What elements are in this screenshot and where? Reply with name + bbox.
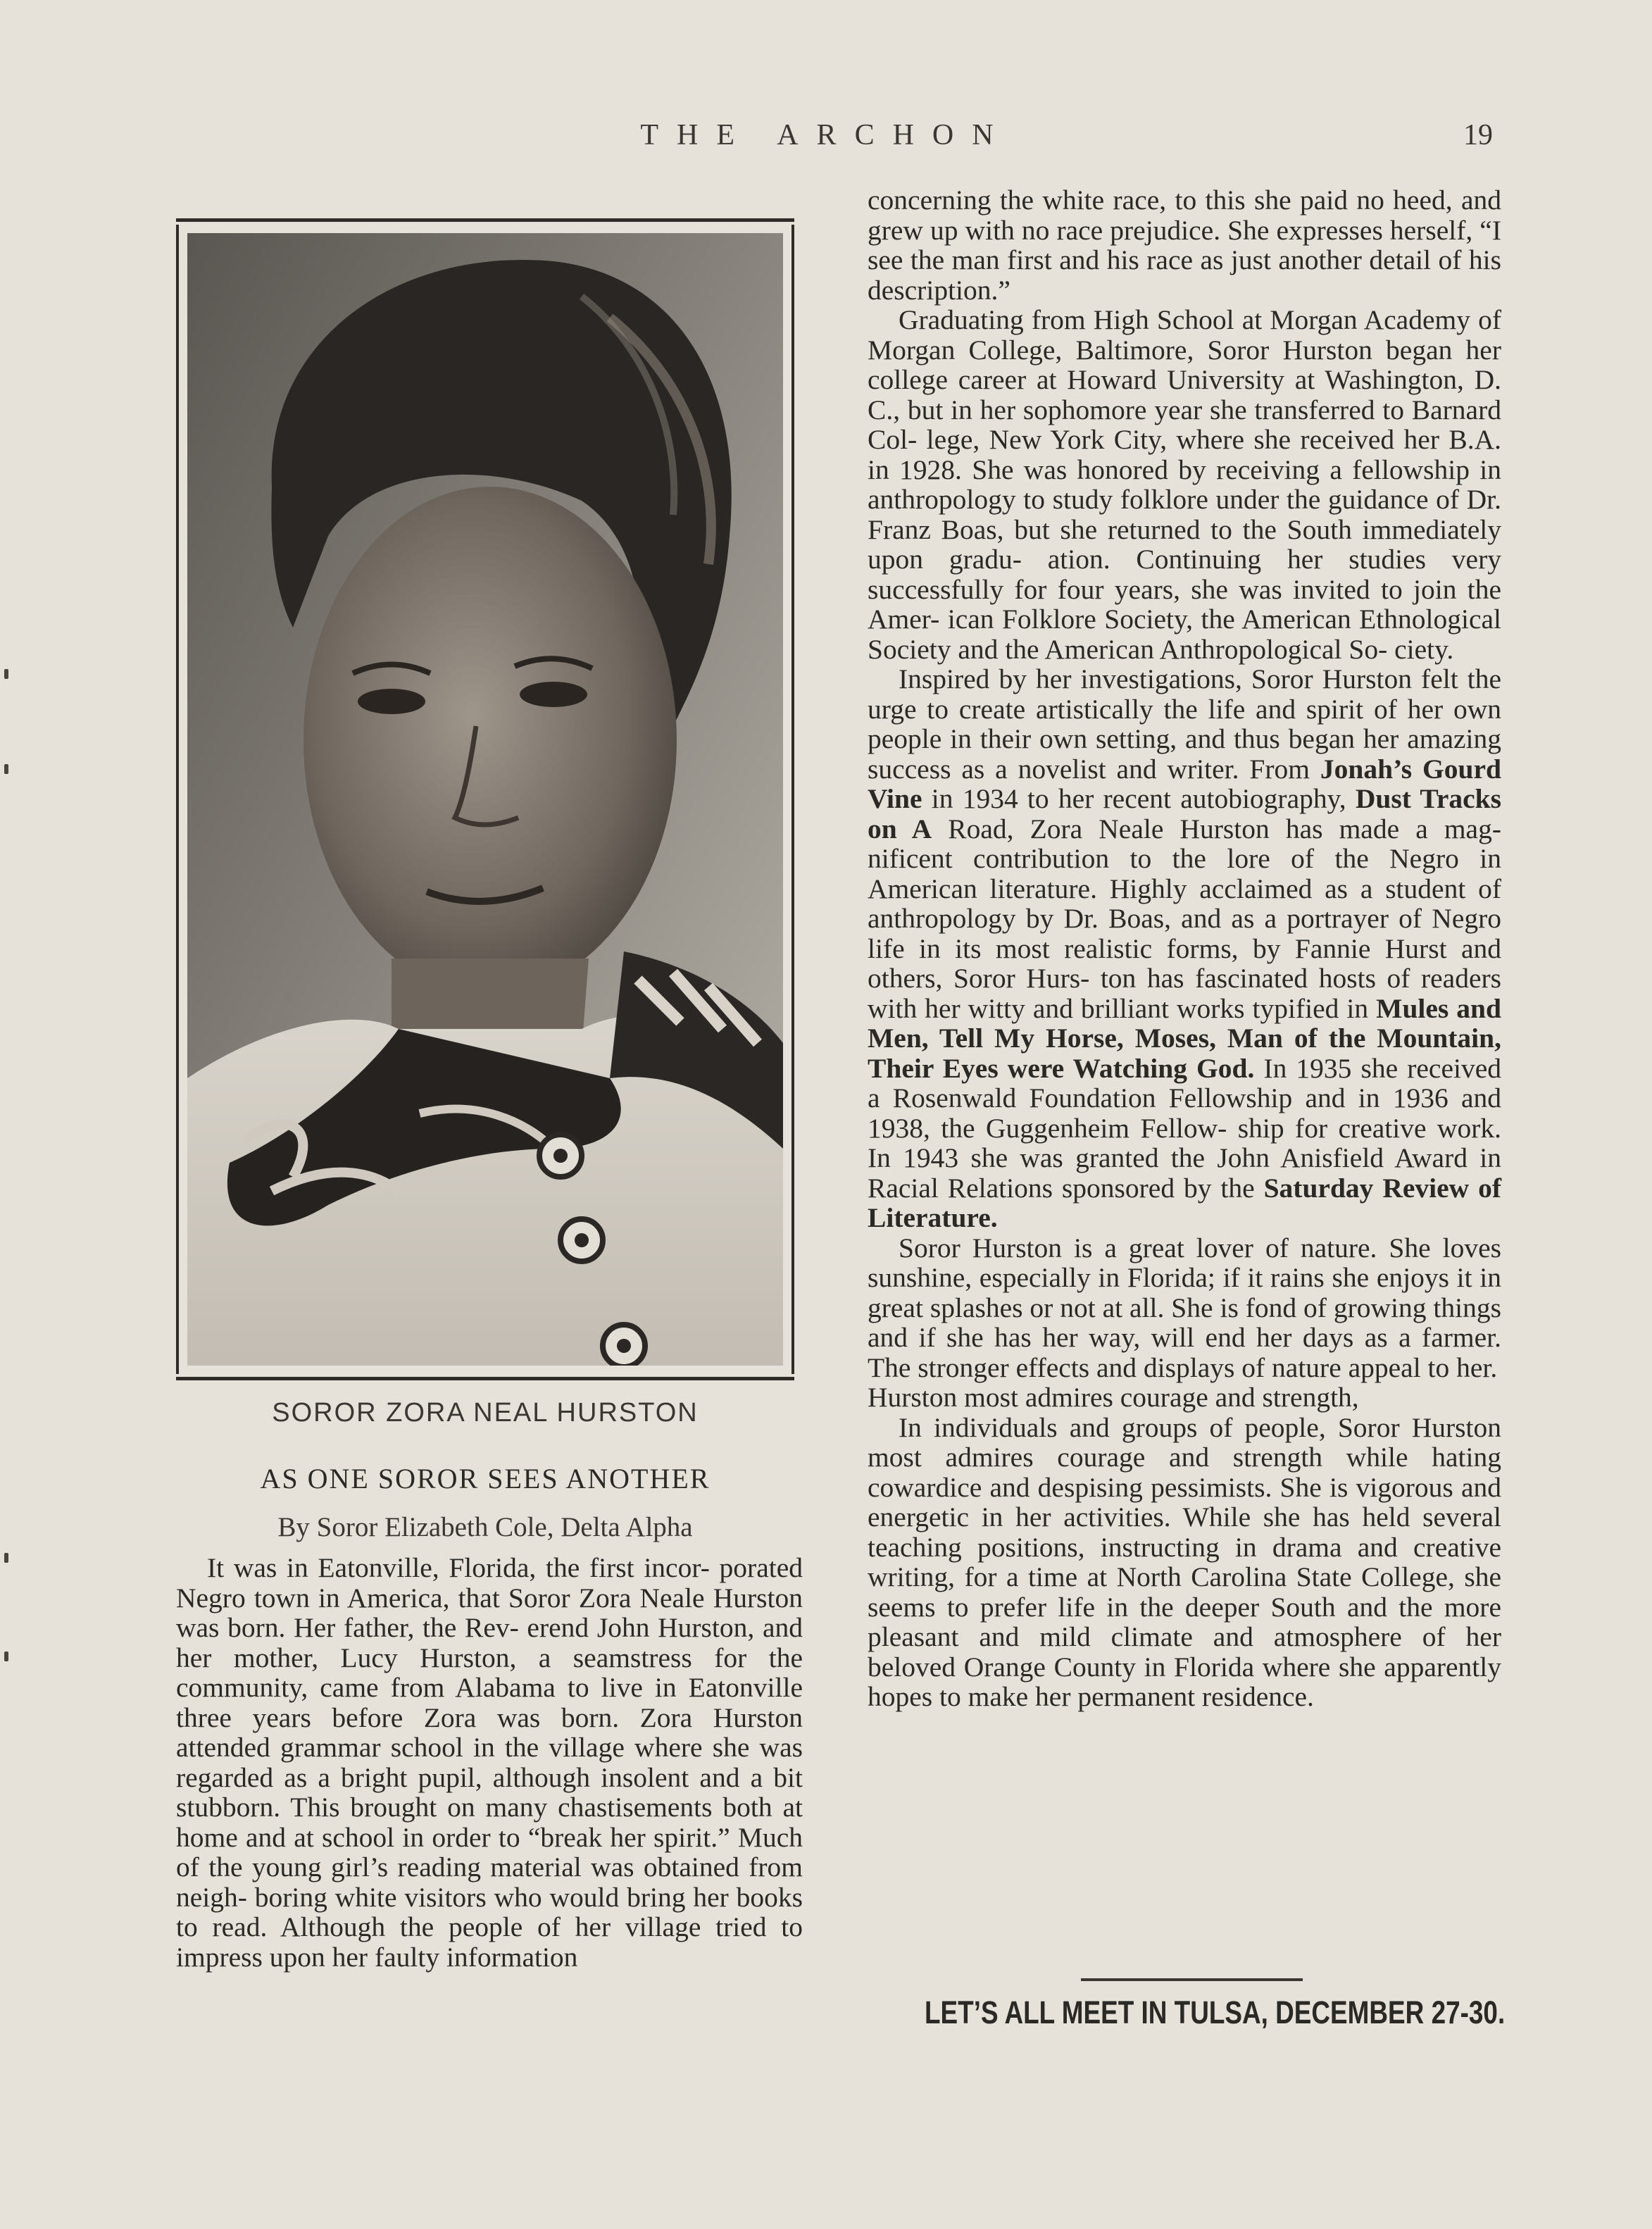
text-run: Inspired by her investigations, Soror Hurston felt the urge to create artistically the life and spirit of her own people in their own setting, and thus began her amazing success as a novelist and writer. From: [868, 663, 1501, 785]
binding-mark: [4, 1652, 8, 1661]
book-title: Dust Tracks on A: [868, 783, 1501, 844]
portrait-photo-frame: [176, 218, 794, 1380]
article-paragraph: It was in Eatonville, Florida, the first incor- porated Negro town in America, that Soror Zora Neale Hurston was born. Her father, the Rev- erend John Hurston, and her mother, Lucy Hurston, a seamstress for the community, came from Alabama to live in Eatonville three years before Zora was born. Zora Hurston attended grammar school in the village where she was regarded as a bright pupil, although insolent and a bit stubborn. This brought on many chastisements both at home and at school in order to “break her spirit.” Much of the young girl’s reading material was obtained from neigh- boring white visitors who would bring her books to read. Although the people of her village tried to impress upon her faulty information: [176, 1552, 803, 1973]
article-paragraph: Hurston most admires courage and strength,: [868, 1382, 1359, 1413]
book-titles: Mules and Men, Tell My Horse, Moses, Man of the Mountain, Their Eyes were Watching God.: [868, 992, 1501, 1084]
text-run: In 1935 she received a Rosenwald Foundation Fellowship and in 1936 and 1938, the Guggenheim Fellow- ship for creative work. In 1943 she was granted the John Anisfield Award in Racial Relations sponsored by the: [868, 1052, 1501, 1204]
binding-mark: [4, 669, 8, 679]
article-paragraph: concerning the white race, to this she paid no heed, and grew up with no race prejudice. She expresses herself, “I see the man first and his race as just another detail of his description.”: [868, 185, 1501, 306]
section-divider: [1081, 1978, 1303, 1981]
article-column-right: [868, 185, 1501, 1712]
page-number: 19: [1463, 119, 1493, 151]
article-paragraph-works: [868, 664, 1501, 1233]
article-column-left: [176, 1553, 803, 1972]
article-paragraph: Soror Hurston is a great lover of nature. She loves sunshine, especially in Florida; if it rains she enjoys it in great splashes or not at all. She is fond of growing things and if she has her way, will end her days as a farmer. The stronger effects and displays of nature appeal to her.: [868, 1232, 1501, 1383]
binding-mark: [4, 764, 8, 774]
photo-caption: SOROR ZORA NEAL HURSTON: [272, 1398, 699, 1428]
text-run: Road, Zora Neale Hurston has made a mag- nificent contribution to the lore of the Negro in American literature. Highly acclaimed as a student of anthropology by Dr. Boas, and as a portrayer of Negro life in its most realistic forms, by Fannie Hurst and others, Soror Hurs- ton has fascinated hosts of readers with her witty and brilliant works typified in: [868, 813, 1501, 1024]
article-byline: By Soror Elizabeth Cole, Delta Alpha: [277, 1512, 693, 1542]
book-title: Jonah’s Gourd Vine: [868, 753, 1501, 814]
publication-title: Saturday Review of Literature.: [868, 1172, 1501, 1233]
article-paragraph: In individuals and groups of people, Soror Hurston most admires courage and strength while hating cowardice and despising pessimists. She is vigorous and energetic in her activities. While she has held several teaching positions, instructing in drama and creative writing, for a time at North Carolina State College, she seems to prefer life in the deeper South and the more pleasant and mild climate and atmosphere of her beloved Orange County in Florida where she apparently hopes to make her permanent residence.: [868, 1411, 1501, 1712]
article-headline: AS ONE SOROR SEES ANOTHER: [260, 1463, 711, 1494]
convention-announcement: LET’S ALL MEET IN TULSA, DECEMBER 27-30.: [925, 1994, 1506, 2030]
portrait-photo: [187, 233, 783, 1366]
binding-mark: [4, 1553, 8, 1563]
portrait-illustration: [187, 233, 783, 1366]
article-paragraph: Graduating from High School at Morgan Academy of Morgan College, Baltimore, Soror Hurston began her college career at Howard University at Washington, D. C., but in her sophomore year she transferred to Barnard Col- lege, New York City, where she received her B.A. in 1928. She was honored by receiving a fellowship in anthropology to study folklore under the guidance of Dr. Franz Boas, but she returned to the South immediately upon gradu- ation. Continuing her studies very successfully for four years, she was invited to join the Amer- ican Folklore Society, the American Ethnological Society and the American Anthropological So- ciety.: [868, 304, 1501, 665]
running-title: THE ARCHON: [640, 119, 1012, 151]
text-run: in 1934 to her recent autobiography,: [922, 783, 1356, 814]
